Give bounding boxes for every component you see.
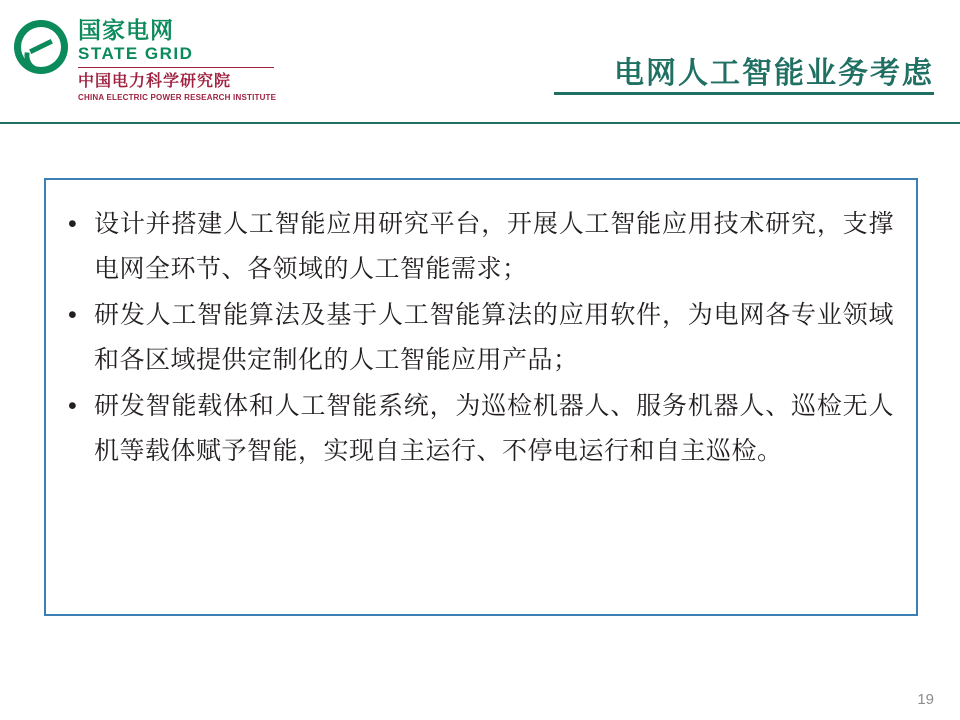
title-underline (554, 92, 934, 95)
header-divider (0, 122, 960, 124)
logo-block (14, 18, 276, 104)
page-title: 电网人工智能业务考虑 (614, 57, 934, 90)
list-item-text: 设计并搭建人工智能应用研究平台，开展人工智能应用技术研究，支撑电网全环节、各领域的人工智能需求； (94, 210, 894, 283)
institute-name-en: CHINA ELECTRIC POWER RESEARCH INSTITUTE (78, 93, 277, 103)
list-item-text: 研发人工智能算法及基于人工智能算法的应用软件，为电网各专业领域和各区域提供定制化的人工智能应用产品； (94, 301, 894, 374)
bullet-list (60, 202, 894, 473)
list-item (60, 384, 894, 473)
content-box (44, 178, 918, 616)
list-item (60, 293, 894, 382)
state-grid-globe-logo-icon (14, 20, 68, 74)
bullet-marker-icon: • (68, 392, 78, 420)
brand-name-en: STATE GRID (78, 43, 194, 63)
slide-header (0, 0, 960, 124)
page-number: 19 (917, 691, 934, 708)
list-item (60, 202, 894, 291)
brand-name-cn: 国家电网 (78, 17, 174, 43)
bullet-marker-icon: • (68, 301, 78, 329)
logo-text (78, 18, 276, 104)
institute-name-cn: 中国电力科学研究院 (78, 73, 232, 91)
list-item-text: 研发智能载体和人工智能系统，为巡检机器人、服务机器人、巡检无人机等载体赋予智能，实现自主运行、不停电运行和自主巡检。 (94, 392, 894, 465)
logo-divider (78, 67, 274, 68)
bullet-marker-icon: • (68, 210, 78, 238)
